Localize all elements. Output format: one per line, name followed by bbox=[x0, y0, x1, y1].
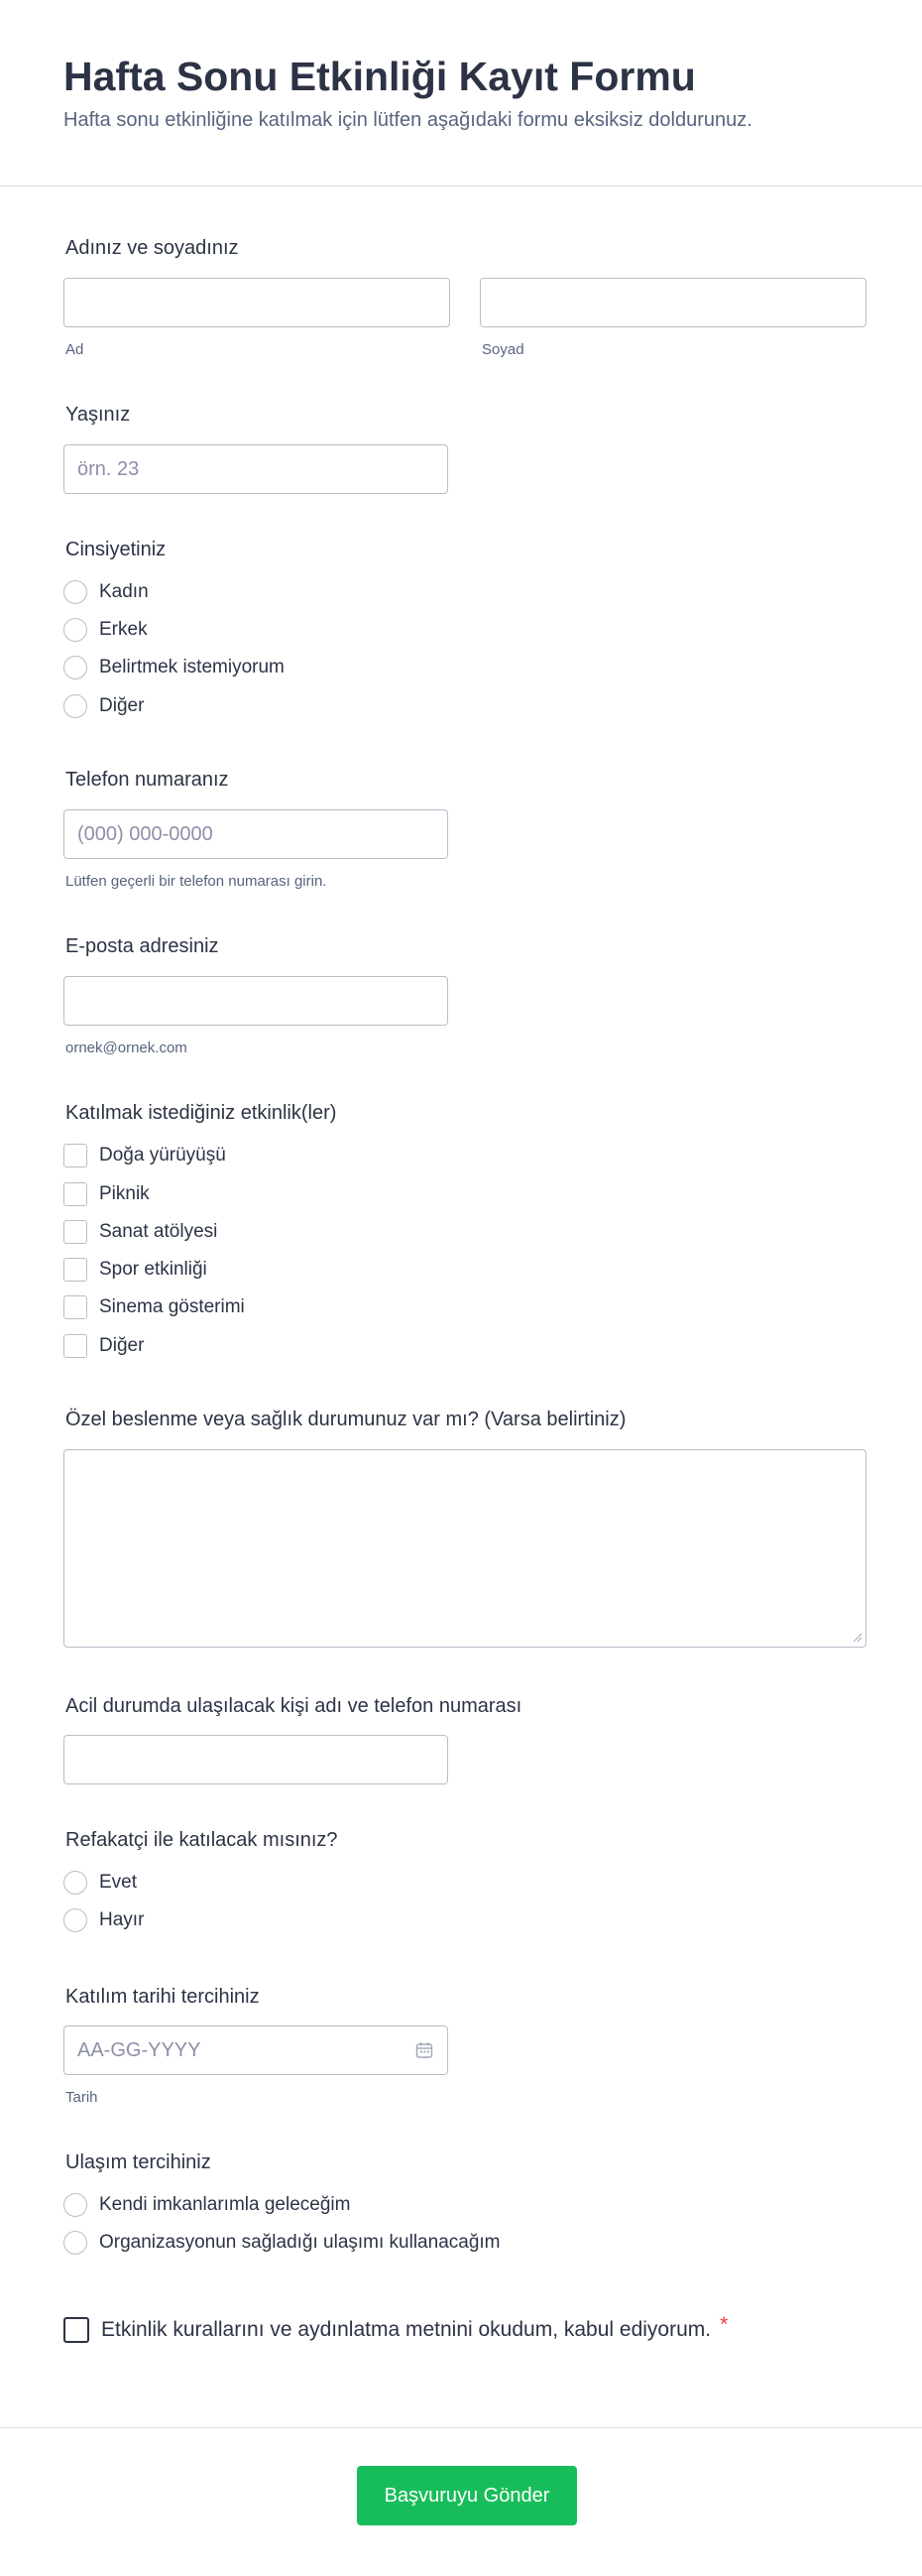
option-label: Belirtmek istemiyorum bbox=[99, 657, 285, 677]
name-label: Adınız ve soyadınız bbox=[65, 237, 239, 259]
resize-grip-icon[interactable] bbox=[853, 1633, 863, 1643]
checkbox[interactable] bbox=[63, 1334, 87, 1358]
first-name-input[interactable] bbox=[63, 278, 450, 327]
emergency-input[interactable] bbox=[63, 1735, 448, 1784]
phone-label: Telefon numaranız bbox=[65, 769, 229, 791]
companion-option-hayir[interactable] bbox=[63, 1906, 144, 1934]
required-asterisk: * bbox=[720, 2313, 729, 2336]
option-label: Diğer bbox=[99, 1335, 145, 1356]
events-label: Katılmak istediğiniz etkinlik(ler) bbox=[65, 1102, 337, 1124]
health-label: Özel beslenme veya sağlık durumunuz var mı? (Varsa belirtiniz) bbox=[65, 1409, 627, 1430]
consent-checkbox-row[interactable] bbox=[63, 2315, 728, 2345]
event-option-sanat-atolyesi[interactable] bbox=[63, 1218, 217, 1246]
event-option-sinema-gosterimi[interactable] bbox=[63, 1293, 245, 1321]
checkbox[interactable] bbox=[63, 1220, 87, 1244]
checkbox[interactable] bbox=[63, 1182, 87, 1206]
consent-checkbox[interactable] bbox=[63, 2317, 89, 2343]
option-label: Erkek bbox=[99, 619, 148, 640]
phone-input[interactable] bbox=[63, 809, 448, 859]
emergency-label: Acil durumda ulaşılacak kişi adı ve telefon numarası bbox=[65, 1695, 522, 1717]
option-label: Evet bbox=[99, 1872, 138, 1893]
page-subtitle: Hafta sonu etkinliğine katılmak için lütfen aşağıdaki formu eksiksiz doldurunuz. bbox=[63, 109, 752, 131]
option-label: Sinema gösterimi bbox=[99, 1296, 245, 1317]
option-label: Kendi imkanlarımla geleceğim bbox=[99, 2194, 351, 2215]
radio-button[interactable] bbox=[63, 618, 87, 642]
radio-button[interactable] bbox=[63, 694, 87, 718]
event-option-diger[interactable] bbox=[63, 1332, 144, 1360]
age-label: Yaşınız bbox=[65, 404, 131, 426]
calendar-icon[interactable] bbox=[414, 2040, 434, 2060]
option-label: Sanat atölyesi bbox=[99, 1221, 218, 1242]
health-textarea[interactable] bbox=[63, 1449, 866, 1648]
gender-label: Cinsiyetiniz bbox=[65, 539, 167, 560]
gender-option-kadin[interactable] bbox=[63, 578, 149, 606]
option-label: Organizasyonun sağladığı ulaşımı kullanacağım bbox=[99, 2232, 501, 2253]
option-label: Kadın bbox=[99, 581, 149, 602]
radio-button[interactable] bbox=[63, 2193, 87, 2217]
transport-option-organizasyon-ulasimi[interactable] bbox=[63, 2229, 501, 2257]
gender-option-belirtmek-istemiyorum[interactable] bbox=[63, 654, 285, 681]
gender-option-erkek[interactable] bbox=[63, 616, 148, 644]
date-sublabel: Tarih bbox=[65, 2089, 98, 2106]
option-label: Piknik bbox=[99, 1183, 150, 1204]
age-input[interactable] bbox=[63, 444, 448, 494]
companion-label: Refakatçi ile katılacak mısınız? bbox=[65, 1829, 338, 1851]
radio-button[interactable] bbox=[63, 1908, 87, 1932]
option-label: Spor etkinliği bbox=[99, 1259, 207, 1280]
companion-option-evet[interactable] bbox=[63, 1869, 137, 1897]
email-label: E-posta adresiniz bbox=[65, 935, 219, 957]
form-footer bbox=[0, 2427, 922, 2576]
submit-button[interactable]: Başvuruyu Gönder bbox=[357, 2466, 577, 2525]
gender-option-diger[interactable] bbox=[63, 692, 144, 720]
checkbox[interactable] bbox=[63, 1295, 87, 1319]
checkbox[interactable] bbox=[63, 1258, 87, 1282]
event-option-piknik[interactable] bbox=[63, 1180, 150, 1208]
transport-label: Ulaşım tercihiniz bbox=[65, 2151, 211, 2173]
page-title: Hafta Sonu Etkinliği Kayıt Formu bbox=[63, 54, 696, 99]
date-label: Katılım tarihi tercihiniz bbox=[65, 1986, 260, 2008]
last-name-sublabel: Soyad bbox=[482, 341, 524, 358]
option-label: Hayır bbox=[99, 1909, 145, 1930]
transport-option-kendi-imkanlarimla[interactable] bbox=[63, 2191, 350, 2219]
radio-button[interactable] bbox=[63, 656, 87, 679]
last-name-input[interactable] bbox=[480, 278, 866, 327]
email-input[interactable] bbox=[63, 976, 448, 1026]
radio-button[interactable] bbox=[63, 580, 87, 604]
form-header bbox=[0, 0, 922, 186]
email-sublabel: ornek@ornek.com bbox=[65, 1040, 187, 1056]
radio-button[interactable] bbox=[63, 2231, 87, 2255]
option-label: Diğer bbox=[99, 695, 145, 716]
consent-label: Etkinlik kurallarını ve aydınlatma metnini okudum, kabul ediyorum. bbox=[101, 2318, 712, 2341]
phone-sublabel: Lütfen geçerli bir telefon numarası girin. bbox=[65, 873, 327, 890]
first-name-sublabel: Ad bbox=[65, 341, 84, 358]
checkbox[interactable] bbox=[63, 1144, 87, 1167]
option-label: Doğa yürüyüşü bbox=[99, 1145, 226, 1165]
event-option-spor-etkinligi[interactable] bbox=[63, 1256, 207, 1284]
radio-button[interactable] bbox=[63, 1871, 87, 1895]
event-option-doga-yuruyusu[interactable] bbox=[63, 1142, 226, 1169]
date-input[interactable] bbox=[63, 2025, 448, 2075]
